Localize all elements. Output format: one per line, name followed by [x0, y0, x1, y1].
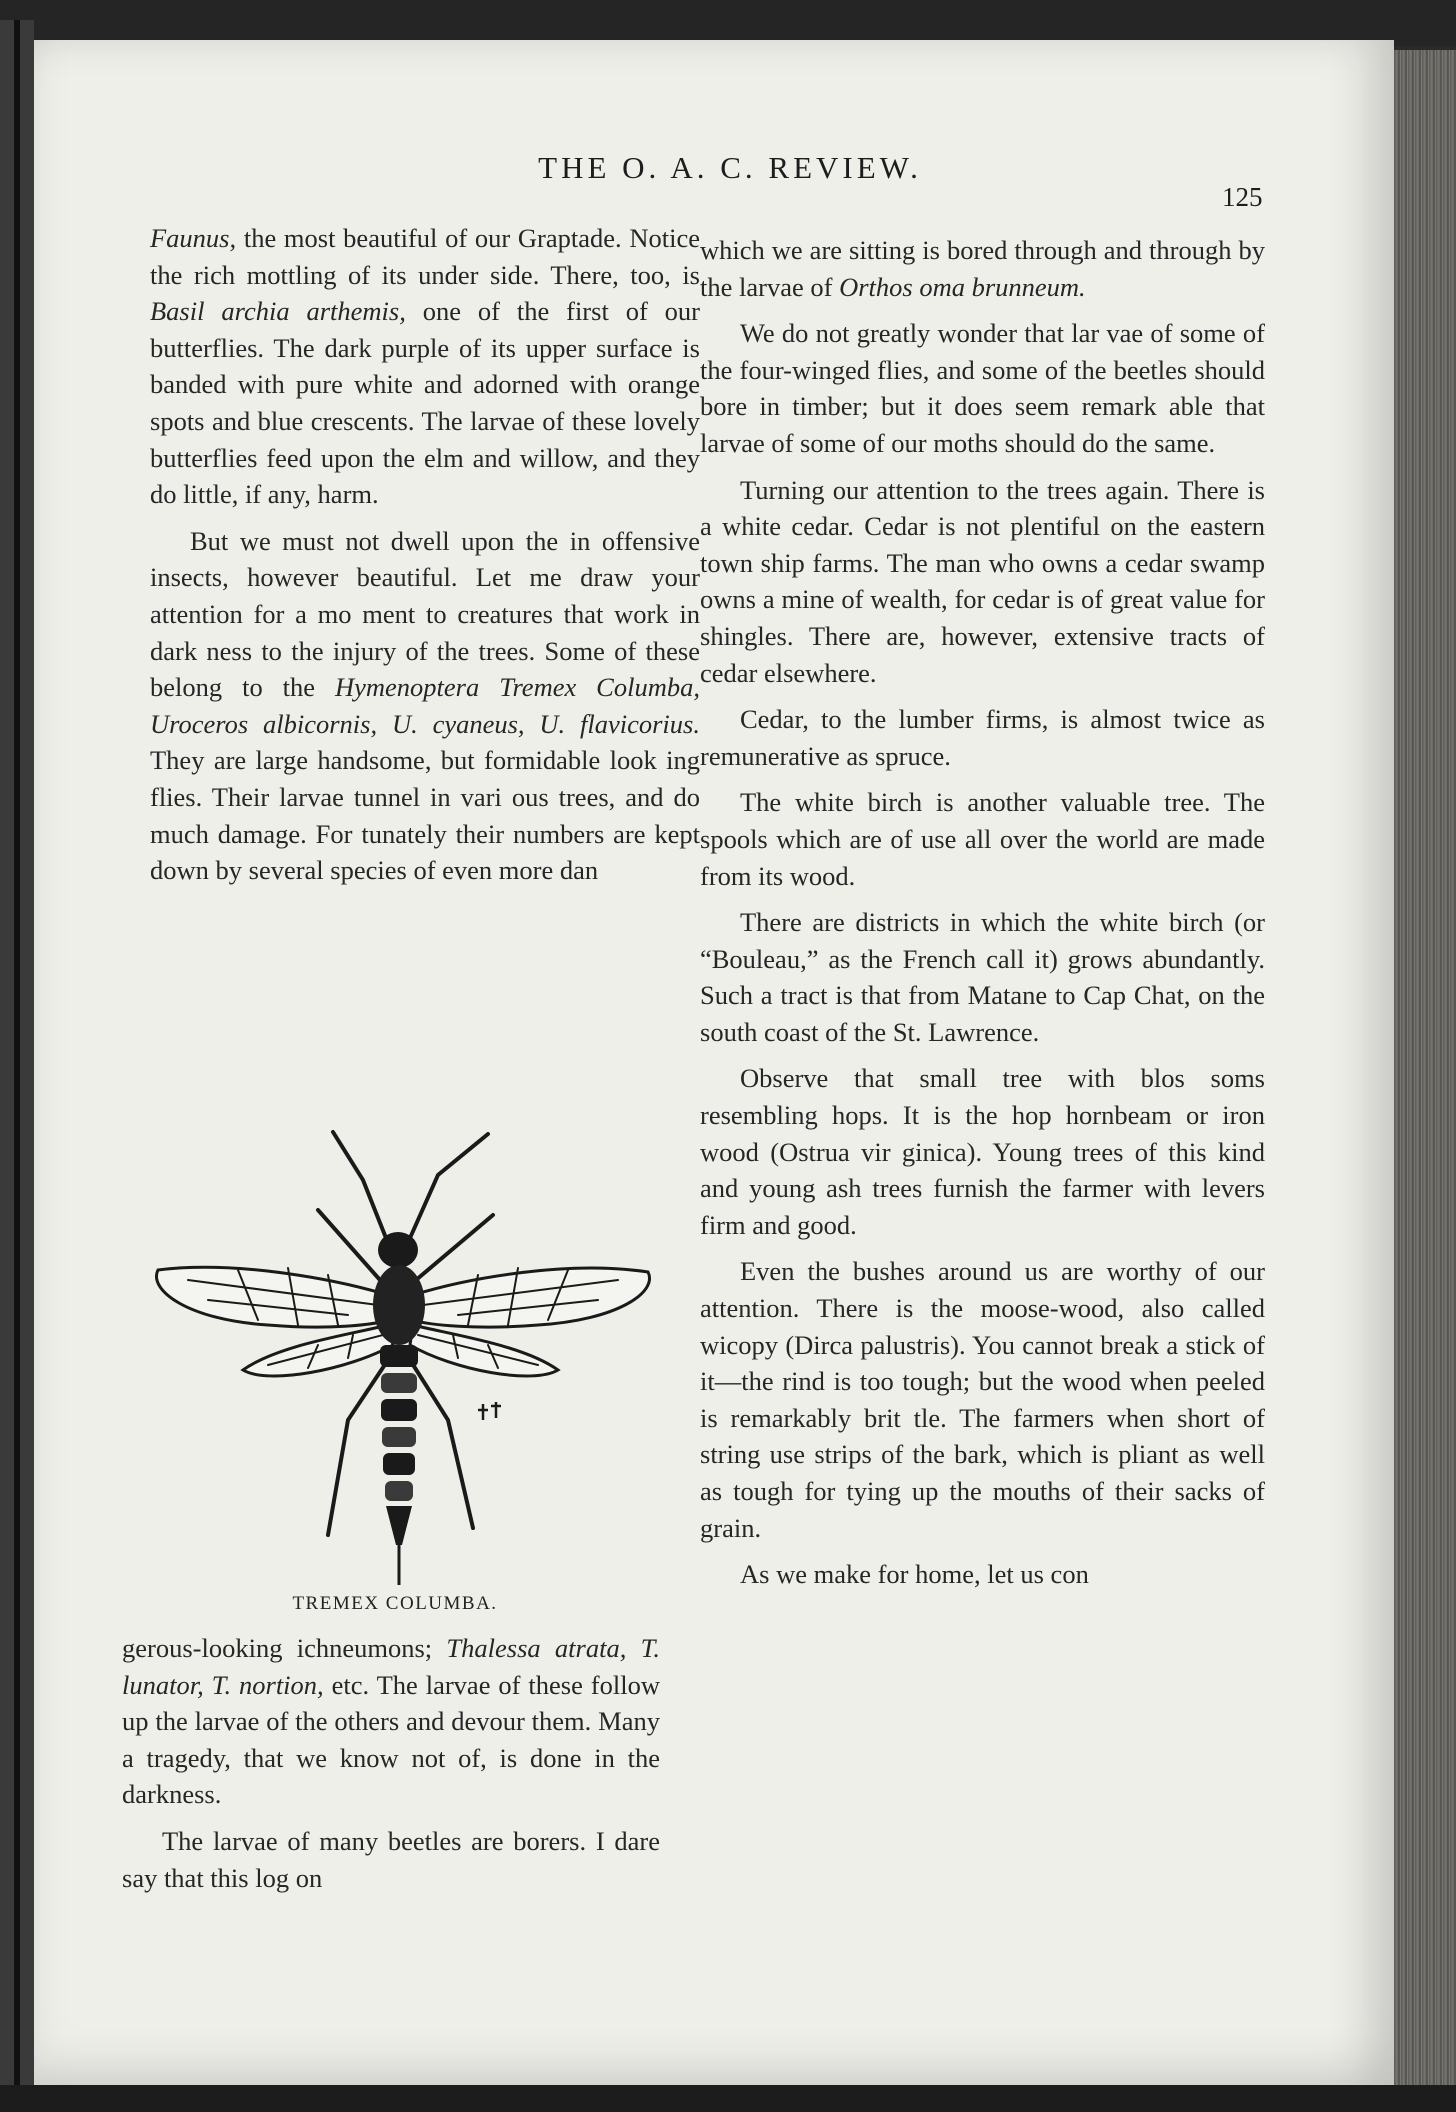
paragraph	[700, 904, 1265, 1050]
right-forewing	[413, 1268, 650, 1327]
right-column	[700, 232, 1265, 1593]
text-run: one of the first of our butterflies. The dark purple of its upper surface is banded with pure white and adorned with orange spots and blue crescents. The larvae of these lovely butterflies feed upon the elm and willow, and they do little, if any, harm.	[150, 296, 700, 510]
paragraph	[122, 1823, 660, 1896]
text-run: Turning our attention to the trees again. There is a white cedar. Cedar is not plentiful on the eastern town ship farms. The man who owns a cedar swamp owns a mine of wealth, for cedar is of great value for shingles. There are, however, extensive tracts of cedar elsewhere.	[700, 474, 1265, 688]
left-hind-leg	[328, 1360, 388, 1535]
right-front-leg	[416, 1215, 493, 1280]
paragraph	[700, 1253, 1265, 1546]
paragraph	[700, 701, 1265, 774]
left-forewing	[156, 1267, 388, 1327]
running-title: THE O. A. C. REVIEW.	[538, 150, 922, 185]
left-column-top	[150, 220, 700, 889]
paragraph	[700, 315, 1265, 461]
page-number: 125	[1222, 182, 1263, 212]
paragraph	[150, 523, 700, 889]
italic-text: Basil archia arthemis,	[150, 296, 406, 327]
italic-text: Hymenoptera Tremex Columba, Uroceros albicornis, U. cyaneus, U. flavicorius.	[150, 672, 700, 739]
right-antenna	[410, 1134, 488, 1238]
scan-left-binding	[0, 20, 34, 2112]
text-run: gerous-looking ichneumons;	[122, 1633, 447, 1663]
text-run: Cedar, to the lumber firms, is almost twice as remunerative as spruce.	[700, 704, 1265, 771]
left-front-leg	[318, 1210, 380, 1280]
page-stack-edge	[1394, 50, 1456, 2090]
scan-bottom-border	[0, 2085, 1456, 2112]
text-run: etc. The larvae of these follow up the larvae of the others and devour them. Many a tragedy, that we know not of, is done in the darkness.	[122, 1669, 660, 1810]
left-hindwing	[243, 1325, 393, 1376]
text-run: But we must not dwell upon the in offensive insects, however beautiful. Let me draw your attention for a mo ment to creatures that work in dark ness to the injury of the trees. Some of these belong to the	[150, 525, 700, 703]
insect-head	[378, 1232, 418, 1268]
paragraph	[700, 784, 1265, 894]
text-run: the most beautiful of our Graptade. Notice the rich mottling of its under side. There, too, is	[150, 223, 700, 290]
paragraph	[150, 220, 700, 513]
paragraph	[700, 472, 1265, 692]
right-hind-leg	[410, 1360, 473, 1528]
text-run: There are districts in which the white birch (or “Bouleau,” as the French call it) grows abundantly. Such a tract is that from Matane to Cap Chat, on the south coast of the St. Lawrence.	[700, 907, 1265, 1047]
text-run: The white birch is another valuable tree. The spools which are of use all over the world are made from its wood.	[700, 787, 1265, 891]
insect-thorax	[373, 1265, 425, 1345]
text-run: which we are sitting is bored through and through by the larvae of	[700, 235, 1265, 302]
paragraph	[700, 1060, 1265, 1243]
italic-text: Faunus,	[150, 223, 237, 253]
text-run: We do not greatly wonder that lar vae of some of the four-winged flies, and some of the beetles should bore in timber; but it does seem remark able that larvae of some of our moths should do the same.	[700, 318, 1265, 458]
text-run: Even the bushes around us are worthy of our attention. There is the moose-wood, also called wicopy (Dirca palustris). You cannot break a stick of it—the rind is too tough; but the wood when peeled is remarkably brit tle. The farmers when short of string use strips of the bark, which is pliant as well as tough for tying up the mouths of their sacks of grain.	[700, 1256, 1265, 1543]
tremex-columba-illustration	[148, 1120, 658, 1600]
text-run: The larvae of many beetles are borers. I dare say that this log on	[122, 1825, 660, 1893]
left-antenna	[333, 1132, 386, 1238]
left-column-bottom	[122, 1630, 660, 1896]
figure-caption: TREMEX COLUMBA.	[292, 1593, 498, 1614]
paragraph	[700, 232, 1265, 305]
italic-text: Orthos oma brunneum.	[839, 271, 1086, 302]
insect-abdomen	[380, 1345, 418, 1545]
text-run: As we make for home, let us con	[740, 1559, 1089, 1590]
italic-text: Thalessa atrata, T. lunator, T. nortion,	[122, 1633, 660, 1700]
text-run: They are large handsome, but formidable look ing flies. Their larvae tunnel in vari ous trees, and do much damage. For tunately their numbers are kept down by several species of even more dan	[150, 745, 700, 886]
text-run: Observe that small tree with blos soms resembling hops. It is the hop hornbeam or iron wood (Ostrua vir ginica). Young trees of this kind and young ash trees furnish the farmer with levers firm and good.	[700, 1063, 1265, 1240]
engraver-mark	[478, 1402, 501, 1420]
paragraph	[122, 1630, 660, 1813]
paragraph	[700, 1556, 1265, 1593]
